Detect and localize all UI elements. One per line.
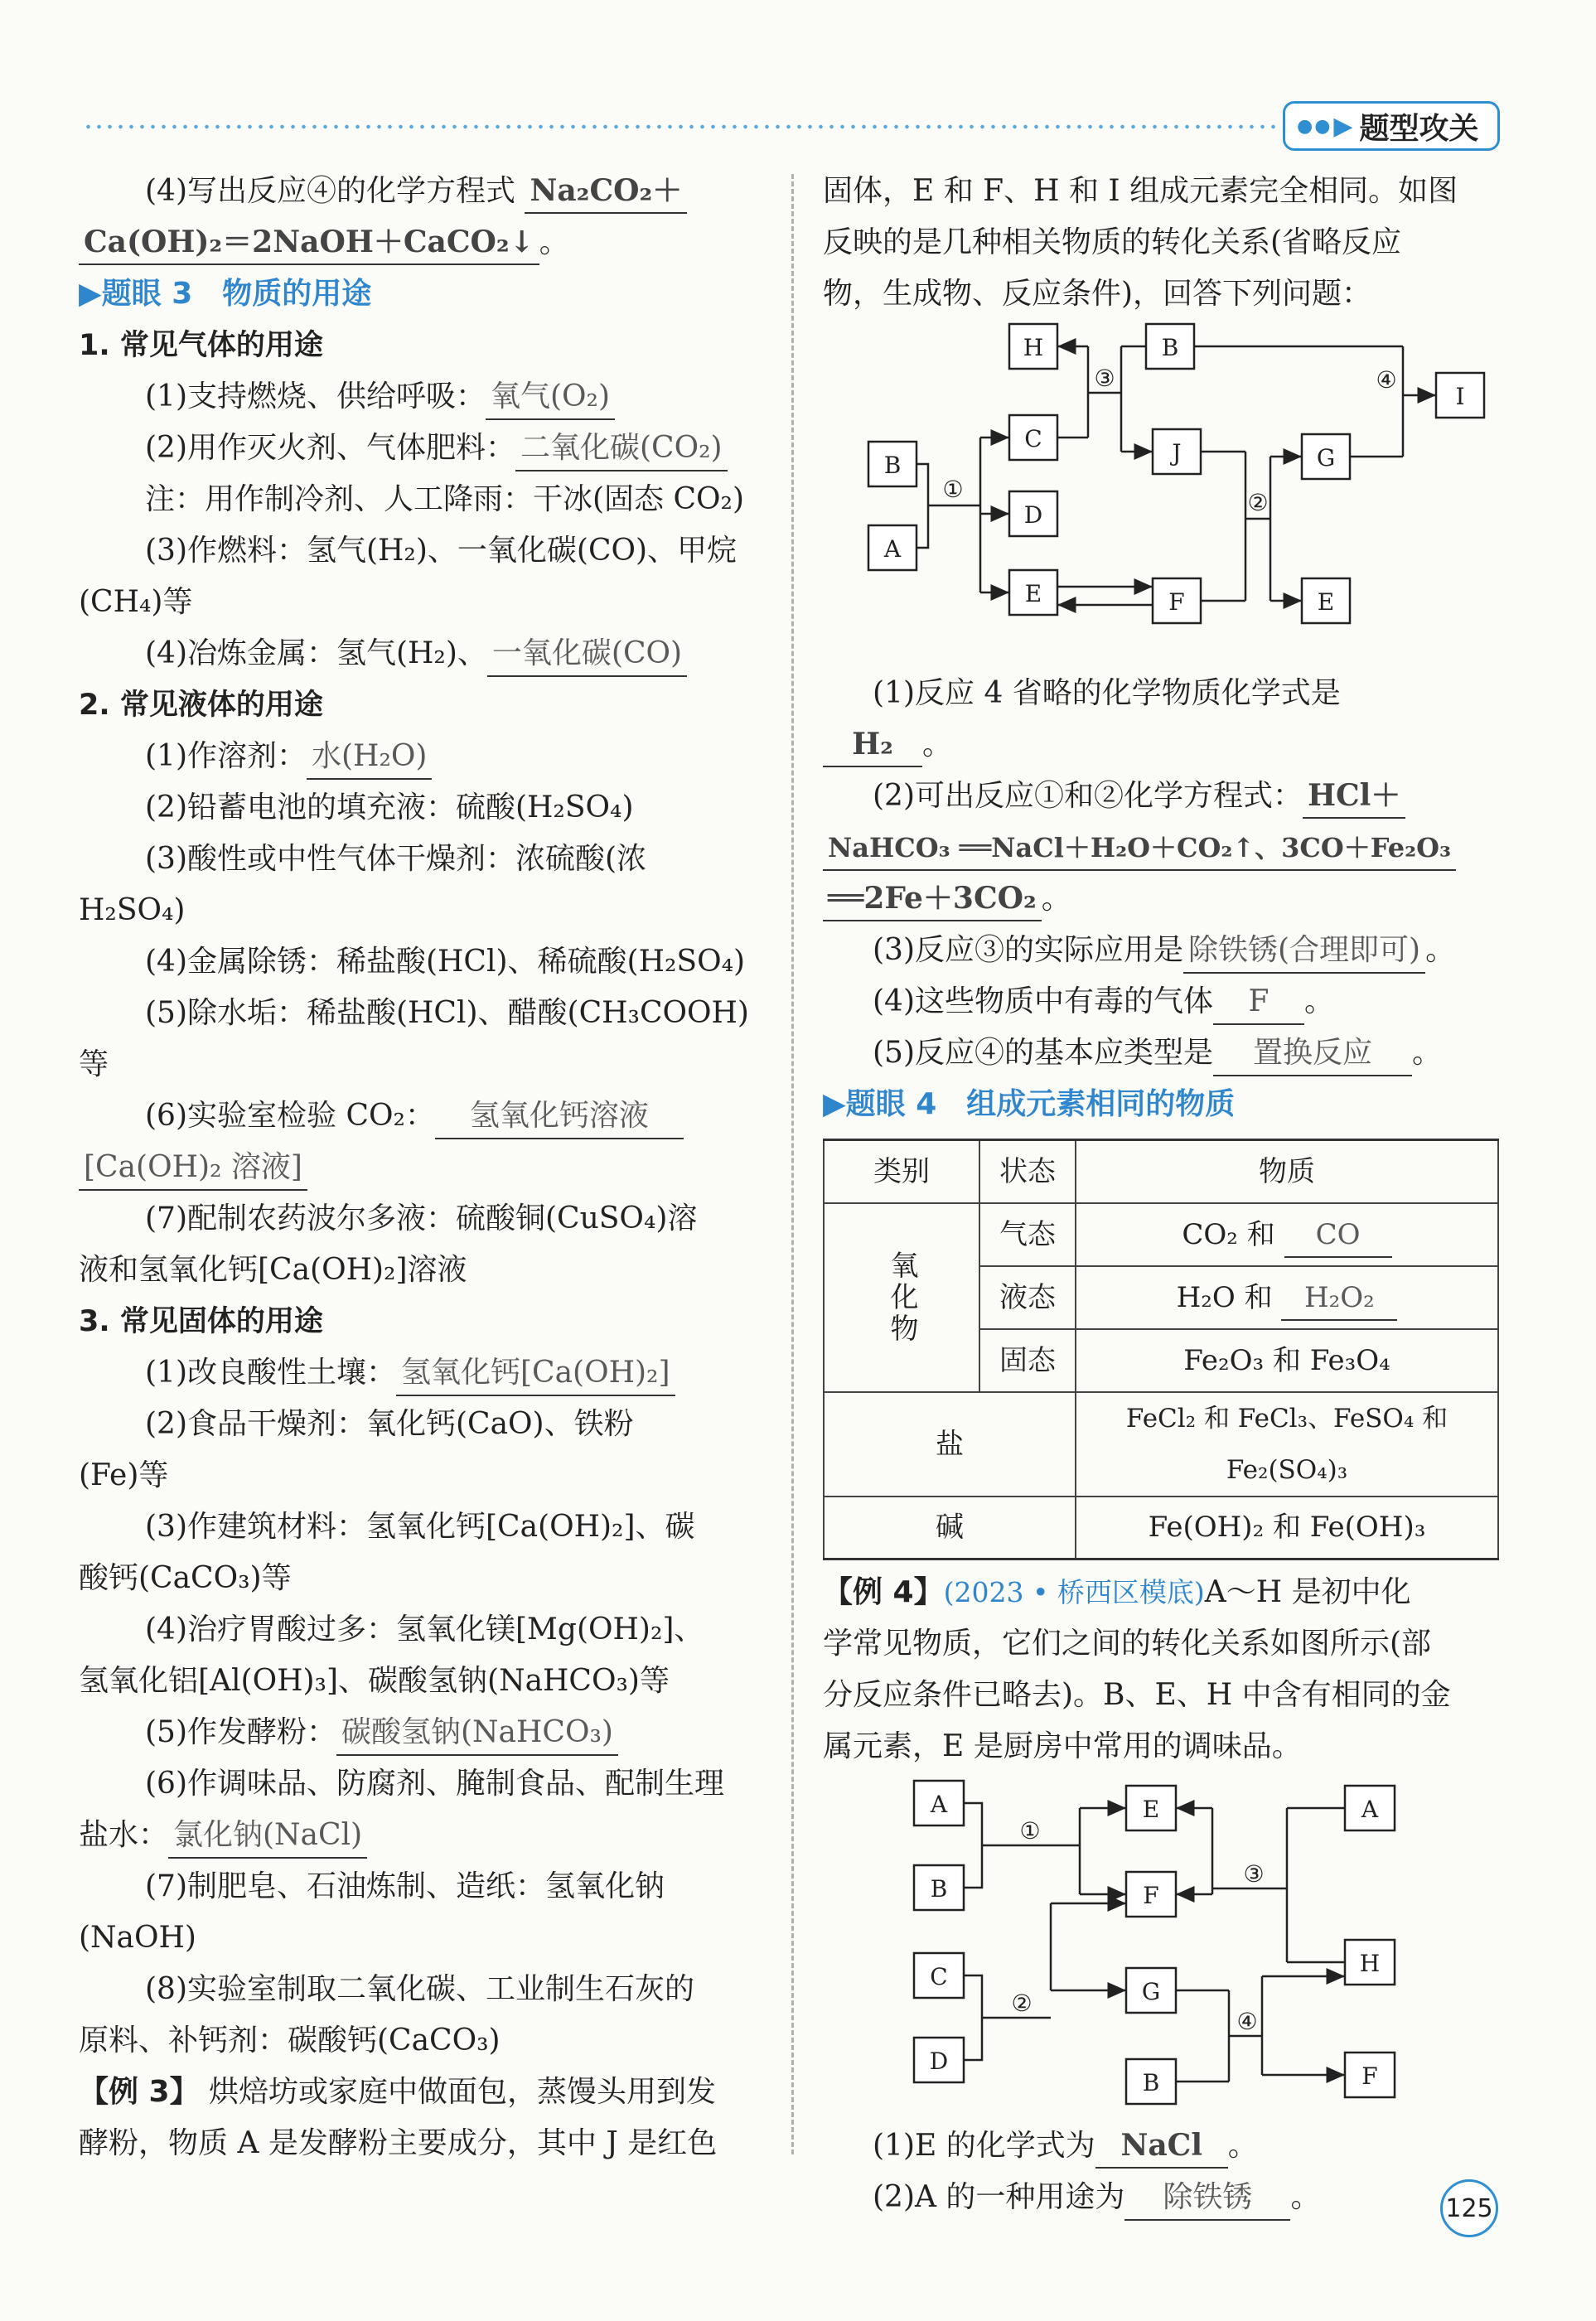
right-column xyxy=(823,166,1502,2223)
triangle-icon: ▶ xyxy=(1333,111,1353,141)
text-line: (3)作燃料：氢气(H₂)、一氧化碳(CO)、甲烷 xyxy=(145,534,738,568)
table-cell: CO₂ 和 CO xyxy=(1076,1203,1498,1266)
table-header: 状态 xyxy=(979,1140,1076,1203)
answer: 二氧化碳(CO₂) xyxy=(515,427,728,471)
label-G: G xyxy=(1316,444,1336,471)
table-cell: 氧化物 xyxy=(824,1203,979,1392)
label-E-left: E xyxy=(1024,580,1042,607)
diagram-1-svg xyxy=(823,320,1502,668)
label-D: D xyxy=(929,2048,949,2075)
text-line: 注：用作制冷剂、人工降雨：干冰(固态 CO₂) xyxy=(145,482,745,516)
text-line: (3)作建筑材料：氢氧化钙[Ca(OH)₂]、碳 xyxy=(145,1510,695,1544)
answer: NaHCO₃ ══NaCl＋H₂O＋CO₂↑、3CO＋Fe₂O₃ xyxy=(823,826,1456,871)
table-header: 类别 xyxy=(824,1140,979,1203)
answer: 除铁锈 xyxy=(1124,2176,1290,2221)
subheading: 1. 常见气体的用途 xyxy=(79,329,323,362)
reaction-2-label: ② xyxy=(1247,489,1269,516)
answer: 氢氧化钙[Ca(OH)₂] xyxy=(396,1351,675,1396)
label-F: F xyxy=(1168,588,1185,616)
answer: Na₂CO₂＋ xyxy=(525,169,687,214)
answer: H₂O₂ xyxy=(1281,1276,1397,1321)
text-line: 物，生成物、反应条件)，回答下列问题： xyxy=(823,277,1372,311)
text-line: (8)实验室制取二氧化碳、工业制生石灰的 xyxy=(145,1972,694,2006)
table-row xyxy=(824,1203,1498,1266)
text-line: 反映的是几种相关物质的转化关系(省略反应 xyxy=(823,225,1402,259)
reaction-2-label: ② xyxy=(1011,1990,1033,2017)
text-line: (1)反应 4 省略的化学物质化学式是 xyxy=(873,676,1341,710)
label-E-right: E xyxy=(1317,588,1335,616)
table-cell: 液态 xyxy=(979,1266,1076,1329)
section-title: ▶题眼 4 组成元素相同的物质 xyxy=(823,1087,1236,1121)
text-line: (4)治疗胃酸过多：氢氧化镁[Mg(OH)₂]、 xyxy=(145,1613,704,1646)
text-line: 酸钙(CaCO₃)等 xyxy=(79,1561,292,1595)
text-line: (5)作发酵粉： 碳酸氢钠(NaHCO₃) xyxy=(79,1707,762,1758)
answer: 氯化钠(NaCl) xyxy=(168,1814,367,1859)
label-A: A xyxy=(883,535,902,563)
subheading: 2. 常见液体的用途 xyxy=(79,689,323,722)
label-B-left: B xyxy=(930,1875,948,1903)
text-line xyxy=(823,822,1502,873)
text-line: H₂ 。 xyxy=(823,719,1502,771)
text-line: (4)金属除锈：稀盐酸(HCl)、稀硫酸(H₂SO₄) xyxy=(145,945,746,979)
table-row xyxy=(824,1140,1498,1203)
text-line: (3)酸性或中性气体干燥剂：浓硫酸(浓 xyxy=(145,842,647,876)
label-A-right: A xyxy=(1361,1796,1379,1823)
reaction-diagram-1 xyxy=(823,320,1502,668)
table-row xyxy=(824,1392,1498,1497)
text-line: 等 xyxy=(79,1047,109,1081)
answer: 碳酸氢钠(NaHCO₃) xyxy=(336,1711,618,1756)
header-dotted-rule xyxy=(83,124,1276,129)
text-line: 属元素，E 是厨房中常用的调味品。 xyxy=(823,1729,1302,1763)
reaction-3-label: ③ xyxy=(1243,1860,1265,1888)
text-line: (7)制肥皂、石油炼制、造纸：氢氧化钠 xyxy=(145,1869,665,1903)
answer: F xyxy=(1213,980,1304,1025)
substances-table xyxy=(823,1139,1499,1560)
text-line: 【例 4】(2023 • 桥西区模底)A～H 是初中化 xyxy=(823,1575,1411,1609)
text-line: (4)冶炼金属：氢气(H₂)、 一氧化碳(CO) xyxy=(79,628,762,679)
example-tag: 【例 3】 xyxy=(79,2075,200,2109)
text-line: 【例 3】 烘焙坊或家庭中做面包，蒸馒头用到发 xyxy=(79,2075,717,2109)
left-column xyxy=(79,166,762,2169)
dots-icon: ●● xyxy=(1297,115,1332,137)
answer: NaCl xyxy=(1095,2124,1228,2169)
label-D: D xyxy=(1023,501,1043,529)
reaction-1-label: ① xyxy=(1019,1817,1041,1845)
text-line: 分反应条件已略去)。B、E、H 中含有相同的金 xyxy=(823,1678,1451,1712)
page-number: 125 xyxy=(1440,2179,1498,2237)
text-line: (3)反应③的实际应用是 除铁锈(合理即可) 。 xyxy=(823,925,1502,976)
answer: 一氧化碳(CO) xyxy=(487,632,687,677)
answer: 置换反应 xyxy=(1213,1032,1412,1076)
subheading: 3. 常见固体的用途 xyxy=(79,1305,323,1338)
answer: ══2Fe＋3CO₂ xyxy=(823,877,1042,921)
table-cell: 碱 xyxy=(824,1497,1076,1559)
table-cell: 固态 xyxy=(979,1329,1076,1392)
text-line: 液和氢氧化钙[Ca(OH)₂]溶液 xyxy=(79,1253,467,1287)
reaction-3-label: ③ xyxy=(1094,365,1115,392)
answer: CO xyxy=(1284,1213,1392,1258)
table-header: 物质 xyxy=(1076,1140,1498,1203)
label-I: I xyxy=(1455,383,1465,410)
text-line: (1)支持燃烧、供给呼吸： 氧气(O₂) xyxy=(79,371,762,423)
table-cell: 气态 xyxy=(979,1203,1076,1266)
text-line: 盐水： 氯化钠(NaCl) xyxy=(79,1810,762,1861)
text-line: (Fe)等 xyxy=(79,1458,169,1492)
table-cell: Fe(OH)₂ 和 Fe(OH)₃ xyxy=(1076,1497,1498,1559)
source-tag: (2023 • 桥西区模底) xyxy=(943,1576,1205,1608)
text-line: (5)反应④的基本应类型是 置换反应 。 xyxy=(823,1028,1502,1079)
text-line: 学常见物质，它们之间的转化关系如图所示(部 xyxy=(823,1627,1432,1661)
text-line: (4)写出反应④的化学方程式 Na₂CO₂＋ xyxy=(79,166,762,217)
label-H: H xyxy=(1359,1950,1381,1977)
text-line: (7)配制农药波尔多液：硫酸铜(CuSO₄)溶 xyxy=(145,1202,698,1235)
label-E: E xyxy=(1142,1796,1160,1823)
table-cell: FeCl₂ 和 FeCl₃、FeSO₄ 和 Fe₂(SO₄)₃ xyxy=(1076,1392,1498,1497)
text-line: H₂SO₄) xyxy=(79,893,186,927)
label-B-bot: B xyxy=(1142,2069,1160,2096)
text-line: 固体，E 和 F、H 和 I 组成元素完全相同。如图 xyxy=(823,174,1458,208)
text-line: (2)A 的一种用途为 除铁锈 。 xyxy=(823,2172,1502,2223)
text-line: ══2Fe＋3CO₂ 。 xyxy=(823,873,1502,925)
label-J: J xyxy=(1172,439,1182,467)
header-title: 题型攻关 xyxy=(1359,111,1479,146)
text-line: (1)改良酸性土壤： 氢氧化钙[Ca(OH)₂] xyxy=(79,1347,762,1399)
answer: Ca(OH)₂＝2NaOH＋CaCO₂↓ xyxy=(79,220,539,265)
text-line: Ca(OH)₂＝2NaOH＋CaCO₂↓ 。 xyxy=(79,217,762,268)
text-line: (1)作溶剂： 水(H₂O) xyxy=(79,731,762,782)
answer: 氧气(O₂) xyxy=(486,375,615,420)
reaction-4-label: ④ xyxy=(1376,366,1397,394)
label-B-left: B xyxy=(883,452,902,479)
text-line: (2)用作灭火剂、气体肥料： 二氧化碳(CO₂) xyxy=(79,423,762,474)
label-A-left: A xyxy=(930,1791,948,1818)
text-line: (1)E 的化学式为 NaCl 。 xyxy=(823,2120,1502,2172)
text-line: 氢氧化铝[Al(OH)₃]、碳酸氢钠(NaHCO₃)等 xyxy=(79,1664,670,1698)
text-line: 原料、补钙剂：碳酸钙(CaCO₃) xyxy=(79,2024,501,2057)
reaction-4-label: ④ xyxy=(1236,2008,1258,2035)
table-cell: H₂O 和 H₂O₂ xyxy=(1076,1266,1498,1329)
diagram-2-svg xyxy=(823,1772,1502,2120)
table-cell: Fe₂O₃ 和 Fe₃O₄ xyxy=(1076,1329,1498,1392)
answer: 水(H₂O) xyxy=(307,735,432,780)
section-title: ▶题眼 3 物质的用途 xyxy=(79,277,372,311)
answer: [Ca(OH)₂ 溶液] xyxy=(79,1146,307,1191)
reaction-1-label: ① xyxy=(942,476,964,503)
label-C: C xyxy=(930,1963,948,1990)
label-F-right: F xyxy=(1361,2062,1378,2090)
label-G: G xyxy=(1141,1978,1161,2005)
answer: 氢氧化钙溶液 xyxy=(435,1095,684,1139)
table-row xyxy=(824,1497,1498,1559)
label-B-top: B xyxy=(1161,334,1179,361)
text-line: (2)食品干燥剂：氧化钙(CaO)、铁粉 xyxy=(145,1407,634,1441)
table-cell: 盐 xyxy=(824,1392,1076,1497)
answer: 除铁锈(合理即可) xyxy=(1183,929,1425,974)
example-tag: 【例 4】 xyxy=(823,1575,944,1609)
label-C: C xyxy=(1024,425,1042,452)
text-line: (CH₄)等 xyxy=(79,585,193,619)
column-divider xyxy=(791,174,794,2154)
text-line: (6)作调味品、防腐剂、腌制食品、配制生理 xyxy=(145,1767,724,1801)
text-line: (NaOH) xyxy=(79,1921,196,1955)
label-H: H xyxy=(1023,334,1044,361)
text-line: (2)可出反应①和②化学方程式： HCl＋ xyxy=(823,771,1502,822)
answer: HCl＋ xyxy=(1303,774,1405,819)
text-line: (4)这些物质中有毒的气体 F 。 xyxy=(823,976,1502,1028)
text-line: 酵粉，物质 A 是发酵粉主要成分，其中 J 是红色 xyxy=(79,2126,718,2160)
text-line: (6)实验室检验 CO₂： 氢氧化钙溶液 xyxy=(79,1090,762,1142)
text-line: (2)铅蓄电池的填充液：硫酸(H₂SO₄) xyxy=(145,791,634,824)
text-line: (5)除水垢：稀盐酸(HCl)、醋酸(CH₃COOH) xyxy=(145,996,749,1030)
text-line xyxy=(79,1142,762,1193)
reaction-diagram-2 xyxy=(823,1772,1502,2120)
header-tab xyxy=(1283,101,1500,151)
label-F-mid: F xyxy=(1143,1882,1159,1909)
answer: H₂ xyxy=(823,723,922,767)
